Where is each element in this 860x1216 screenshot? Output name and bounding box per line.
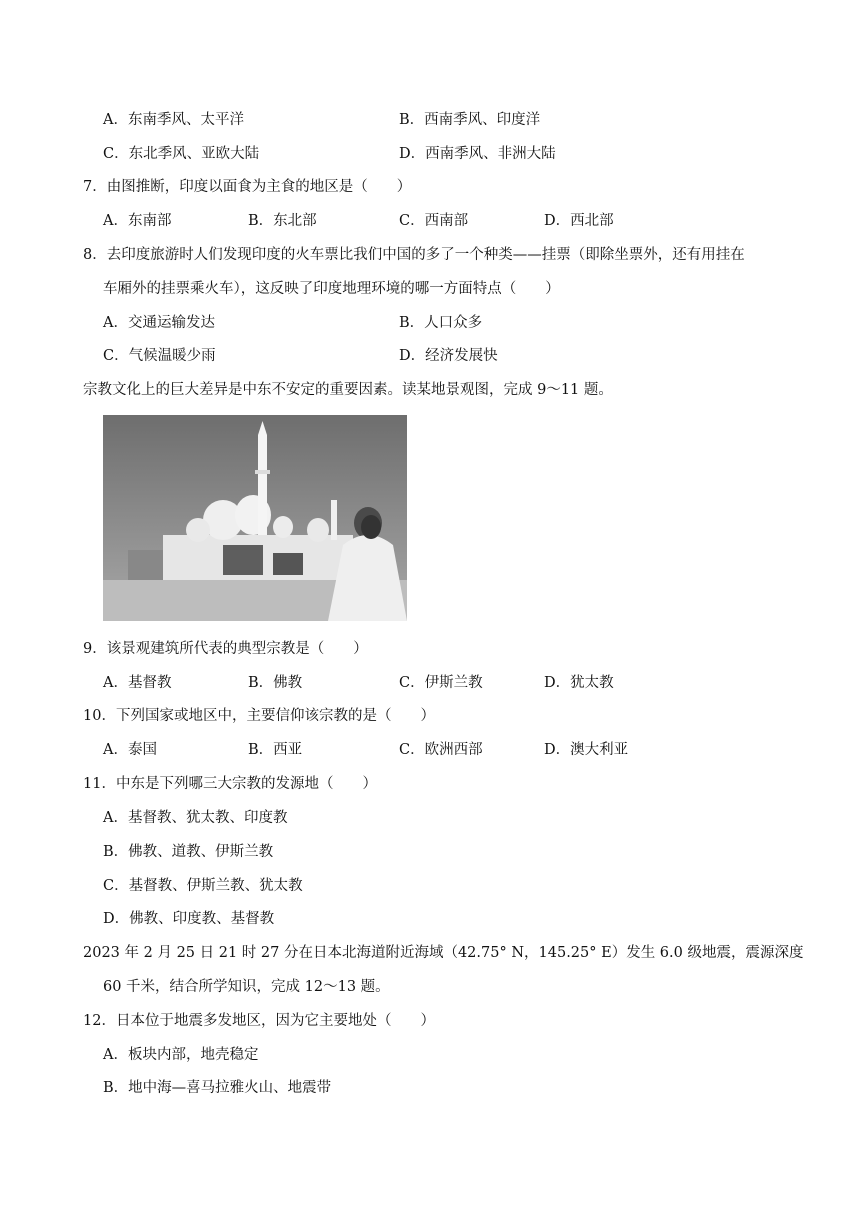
q7-option-c: C．西南部 — [399, 213, 469, 229]
q8-stem-line1: 8．去印度旅游时人们发现印度的火车票比我们中国的多了一个种类——挂票（即除坐票外，还有用挂在 — [83, 247, 745, 263]
q11-option-b: B．佛教、道教、伊斯兰教 — [103, 844, 274, 860]
q8-option-a: A．交通运输发达 — [103, 315, 215, 331]
q10-option-b: B．西亚 — [248, 742, 303, 758]
q7-option-a: A．东南部 — [103, 213, 172, 229]
q7-option-b: B．东北部 — [248, 213, 317, 229]
intro-12-13-line2: 60 千米，结合所学知识，完成 12～13 题。 — [103, 979, 390, 995]
q7-option-d: D．西北部 — [544, 213, 614, 229]
intro-9-11: 宗教文化上的巨大差异是中东不安定的重要因素。读某地景观图，完成 9～11 题。 — [83, 382, 613, 398]
q12-option-a: A．板块内部，地壳稳定 — [103, 1047, 259, 1063]
q6-option-c: C．东北季风、亚欧大陆 — [103, 146, 260, 162]
q10-option-d: D．澳大利亚 — [544, 742, 629, 758]
q9-option-a: A．基督教 — [103, 675, 172, 691]
q6-option-d: D．西南季风、非洲大陆 — [399, 146, 556, 162]
q11-option-c: C．基督教、伊斯兰教、犹太教 — [103, 878, 303, 894]
q12-option-b: B．地中海—喜马拉雅火山、地震带 — [103, 1080, 332, 1096]
q11-stem: 11．中东是下列哪三大宗教的发源地（ ） — [83, 776, 377, 792]
q10-option-c: C．欧洲西部 — [399, 742, 483, 758]
q11-option-d: D．佛教、印度教、基督教 — [103, 911, 275, 927]
q10-stem: 10．下列国家或地区中，主要信仰该宗教的是（ ） — [83, 708, 435, 724]
q7-stem: 7．由图推断，印度以面食为主食的地区是（ ） — [83, 179, 412, 195]
q12-stem: 12．日本位于地震多发地区，因为它主要地处（ ） — [83, 1013, 435, 1029]
intro-12-13-line1: 2023 年 2 月 25 日 21 时 27 分在日本北海道附近海域（42.75° N，145.25° E）发生 6.0 级地震，震源深度 — [83, 945, 804, 961]
q11-option-a: A．基督教、犹太教、印度教 — [103, 810, 288, 826]
mosque-photo — [103, 415, 407, 621]
q9-stem: 9．该景观建筑所代表的典型宗教是（ ） — [83, 641, 368, 657]
q10-option-a: A．泰国 — [103, 742, 157, 758]
q6-option-b: B．西南季风、印度洋 — [399, 112, 541, 128]
q9-option-d: D．犹太教 — [544, 675, 614, 691]
q8-option-d: D．经济发展快 — [399, 348, 498, 364]
q9-option-c: C．伊斯兰教 — [399, 675, 483, 691]
q9-option-b: B．佛教 — [248, 675, 303, 691]
q8-option-c: C．气候温暖少雨 — [103, 348, 216, 364]
q8-stem-line2: 车厢外的挂票乘火车），这反映了印度地理环境的哪一方面特点（ ） — [103, 281, 560, 297]
q6-option-a: A．东南季风、太平洋 — [103, 112, 244, 128]
q8-option-b: B．人口众多 — [399, 315, 483, 331]
